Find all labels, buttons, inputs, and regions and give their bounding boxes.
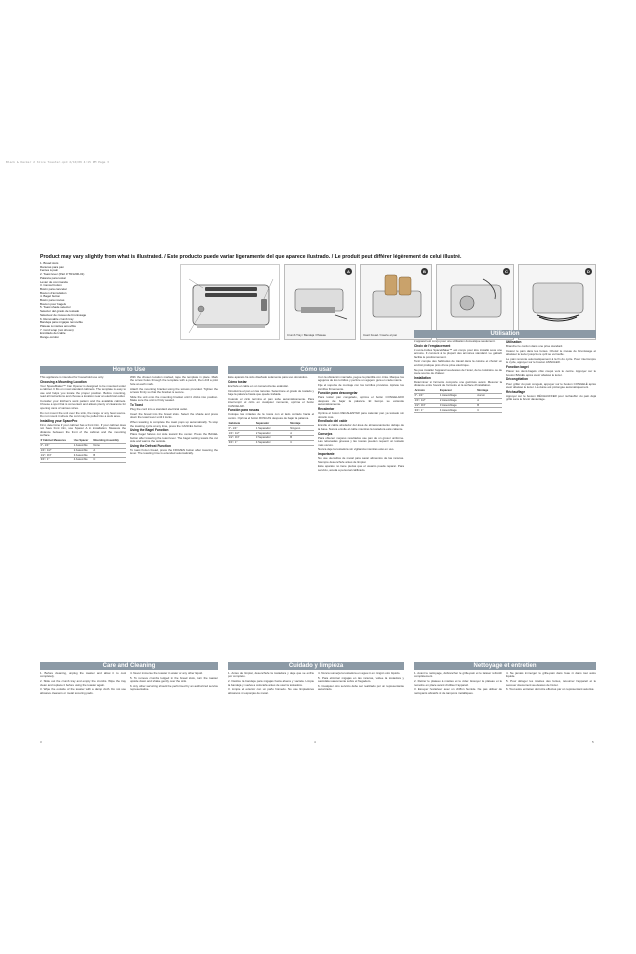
paragraph: Attach the mounting bracket using the screws provided. Tighten the screws firmly so that the bracket is secure.	[130, 386, 218, 395]
table-row	[414, 408, 502, 413]
paragraph: Brancher le cordon dans une prise standard.	[506, 344, 564, 349]
parts-list	[40, 262, 178, 342]
paragraph: Enrolle el cable alrededor del área de almacenamiento debajo de la base. Nunca enrolle el cable mientras la tostadora esté caliente.	[318, 423, 404, 431]
table-cell: 4 Separador	[255, 440, 289, 445]
step-caption: Insert bread / Inserte el pan	[363, 332, 398, 337]
parts-item: 5. Toast shade selector	[40, 306, 71, 310]
subheading: Installation	[414, 375, 431, 380]
parts-item: 7. Cord wrap (not shown)	[40, 328, 74, 332]
table-cell: 1/2"- 3/4"	[40, 453, 73, 458]
table-cell: 1/4"- 1/2"	[228, 431, 255, 436]
paragraph: Placer les demi-bagels côté coupé vers le centre. Appuyer sur le bouton BAGEL après avoir abaissé le levier.	[506, 369, 596, 377]
page-number-center: 4	[314, 740, 316, 744]
subheading: Décongélation	[506, 377, 528, 382]
table-cell: 3 Assemblage	[439, 403, 476, 408]
table-cell: None	[93, 443, 126, 448]
table-cell: 1/4"- 1/2"	[414, 398, 439, 403]
step-b-illustration	[360, 264, 432, 340]
paragraph: Le pain remonte automatiquement à la fin du cycle. Pour interrompre le cycle, appuyer sur le bouton ANNULER.	[506, 357, 596, 365]
table-header: Montaje	[290, 422, 314, 426]
parts-item: Fentes à pain	[40, 269, 59, 273]
page-number-left: 3	[40, 740, 42, 744]
step-badge: C	[503, 268, 510, 275]
paragraph: 3. Essuyer l'extérieur avec un chiffon humide. Ne pas utiliser de nettoyants abrasifs ni de tampons métalliques.	[414, 687, 502, 695]
section-cuidado: Cuidado y limpieza	[228, 662, 404, 670]
subheading: Importante	[318, 452, 335, 457]
parts-item: Botón para roscas	[40, 299, 65, 303]
paragraph: 5. To remove crumbs lodged in the bread slots, turn the toaster upside down and shake gently over the sink.	[130, 675, 218, 684]
paragraph: Appuyer sur le bouton RÉCHAUFFER pour réchauffer du pain déjà grillé sans le brunir davantage.	[506, 393, 596, 402]
table-cell: A	[93, 448, 126, 453]
table-header: Montage	[477, 389, 502, 393]
paragraph: Insert the bread into the bread slots. Select the shade and press down the toast lever until it locks.	[130, 411, 218, 420]
spanish-column-1	[228, 376, 314, 660]
table-cell: C	[290, 440, 314, 445]
paragraph: Consider your kitchen's work pattern and the available cabinets. Choose a spot that is convenient and allows plenty of clearance for opening cans of various sizes.	[40, 398, 126, 410]
paragraph: 3. Limpie el exterior con un paño húmedo. No use limpiadores abrasivos ni esponjas de metal.	[228, 687, 314, 695]
paragraph: Cuando el ciclo termina el pan sube automáticamente. Para interrumpir el ciclo en cualquier momento, oprima el botón CANCELAR.	[228, 396, 314, 408]
paragraph: 6. Tout autre entretien doit être effectué par un représentant autorisé.	[506, 687, 595, 692]
paragraph: Tenir compte des habitudes de travail dans la cuisine et choisir un endroit pratique près d'une prise électrique.	[414, 359, 502, 367]
paragraph: Oprima el botón RECALENTAR para calentar pan ya tostado sin dorarlo más.	[318, 411, 404, 419]
paragraph: When toasting is complete the toast pops up automatically. To stop the toasting cycle at any time, press the CANCEL button.	[130, 420, 218, 428]
subheading: To Toast	[130, 403, 143, 408]
paragraph: With the chosen location marked, tape the template in place. Mark the screw holes through the template with a pencil, then drill a pilot hole at each mark.	[130, 376, 218, 386]
paragraph: Pour griller du pain congelé, appuyer sur le bouton CONGELÉ après avoir abaissé le levier. La durée est prolongée automatiquement.	[506, 381, 596, 389]
parts-item: 4. Bagel button	[40, 295, 61, 299]
english-column-1	[40, 376, 126, 660]
subheading: Recalentar	[318, 407, 335, 412]
step-a-illustration	[284, 264, 356, 340]
paragraph: Slide the unit onto the mounting bracket until it clicks into position. Make sure the unit is firmly seated.	[130, 394, 218, 403]
paragraph: 6. Cualquier otro servicio debe ser realizado por un representante autorizado.	[318, 683, 404, 692]
table-cell: 1 Assemblage	[439, 393, 476, 398]
parts-item: Plateau à miettes amovible	[40, 324, 77, 328]
paragraph: 6. Any other servicing should be performed by an authorized service representative.	[130, 683, 218, 692]
table-cell: 3 Assemble	[73, 453, 93, 458]
parts-item: Bouton d'annulation	[40, 291, 67, 295]
table-cell: Ninguno	[290, 426, 314, 431]
table-cell: 1/4"- 1/2"	[40, 448, 73, 453]
paragraph: Do not mount the unit over the sink, the range or any heat source. Do not mount it where the cord may be pulled into a work area.	[40, 410, 126, 419]
parts-item: Bandeja para migajas removible	[40, 321, 83, 325]
section-utilisation: Utilisation	[414, 330, 596, 338]
table-cell: A	[290, 431, 314, 436]
page-number-right: 5	[592, 740, 594, 744]
subheading: Choix de l'emplacement	[414, 343, 451, 348]
section-care-cleaning: Care and Cleaning	[40, 662, 218, 670]
table-cell: 3/4"- 1"	[40, 458, 73, 463]
subheading: Using the Bagel Function	[130, 428, 169, 433]
parts-item: Bouton pour bagels	[40, 302, 67, 306]
table-cell: 2 Assemble	[73, 448, 93, 453]
spanish-column-2	[318, 376, 404, 660]
table-cell: 4 Assemblage	[439, 408, 476, 413]
table-header: Espaceur	[439, 389, 476, 393]
paragraph: Coloque las mitades de la rosca con el lado cortado hacia el centro. Oprima el botón ROSCAS después de bajar la palanca.	[228, 412, 314, 420]
table-header: Use Spacer	[73, 439, 93, 443]
parts-item: 6. Removable crumb tray	[40, 317, 74, 321]
toaster-illustration	[180, 264, 280, 340]
paragraph: 1. Antes de limpiar, desenchufe la tostadora y deje que se enfríe por completo.	[228, 672, 314, 679]
table-cell: C	[93, 458, 126, 463]
paragraph: Your SpaceMaker™ Can Opener is designed to be mounted under a cabinet. It fits on most standard cabinets. The template is easy to use and helps you locate the proper position. Before mounting, read all instructions and choose a location near an electrical outlet.	[40, 383, 126, 399]
paragraph: Place bagel halves cut side toward the center. Press the BAGEL button after lowering the toast lever. The bagel setting toasts the cut side and warms the outside.	[130, 432, 218, 444]
table-cell: 0"- 1/4"	[228, 426, 255, 431]
section-how-to-use: How to Use	[40, 366, 218, 374]
subheading: Función para descongelar	[318, 391, 358, 396]
subheading: Fonction bagel	[506, 365, 529, 370]
table-cell: 2 Assemblage	[439, 398, 476, 403]
care-english-column-1	[40, 672, 126, 732]
table-cell: 3 Separador	[255, 436, 289, 441]
paragraph: 1. Avant le nettoyage, débrancher le grille-pain et le laisser refroidir complètement.	[414, 672, 502, 679]
table-cell: 3/4"- 1"	[414, 408, 439, 413]
parts-item: Ranuras para pan	[40, 265, 65, 269]
parts-item: 3. Cancel button	[40, 284, 62, 288]
table-cell: 1 Assemble	[73, 443, 93, 448]
intro-text: L'appareil est conçu pour une utilisation domestique seulement.	[414, 340, 496, 343]
french-column-1	[414, 340, 502, 660]
paragraph: Ne pas installer l'appareil au-dessus de l'évier, de la cuisinière ou de toute source de chaleur.	[414, 367, 502, 376]
parts-item: Botón para cancelar	[40, 287, 67, 291]
paragraph: 5. Para eliminar migajas en las ranuras, voltee la tostadora y sacúdala suavemente sobre el fregadero.	[318, 675, 404, 684]
step-c-illustration	[436, 264, 514, 340]
toaster-drawing	[181, 265, 281, 341]
table-header: Armoire	[414, 389, 439, 393]
paragraph: 1. Before cleaning, unplug the toaster and allow it to cool completely.	[40, 672, 126, 679]
table-cell: 2 Separador	[255, 431, 289, 436]
subheading: Utilisation	[506, 340, 522, 344]
table-header: Mounting Assembly	[93, 439, 126, 443]
intro-text: Este aparato ha sido diseñado solamente para uso doméstico.	[228, 376, 309, 379]
english-column-2	[130, 376, 218, 660]
table-header: Separador	[255, 422, 289, 426]
step-badge: A	[345, 268, 352, 275]
table-cell: B	[477, 403, 502, 408]
parts-item: Levier de commande	[40, 280, 69, 284]
table-cell: C	[477, 408, 502, 413]
paragraph: Con la ubicación marcada, pegue la plantilla con cinta. Marque los agujeros de los tornillos y perfore un agujero guía en cada marca.	[318, 376, 404, 383]
care-spanish-column-1	[228, 672, 314, 732]
paragraph: To toast frozen bread, press the FROZEN button after lowering the lever. The toasting time is extended automatically.	[130, 448, 218, 456]
paragraph: 2. Slide out the crumb tray and empty the crumbs. Wipe the tray clean and replace it before using the toaster again.	[40, 679, 126, 687]
parts-item: 1. Bread slots	[40, 262, 59, 265]
table-cell: 0"- 1/4"	[414, 393, 439, 398]
french-column-2	[506, 340, 596, 660]
step-badge: B	[421, 268, 428, 275]
paragraph: 2. Deslice la bandeja para migajas hacia afuera y vacíela. Limpie la bandeja y vuelva a colocarla antes de usar la tostadora.	[228, 679, 314, 687]
subheading: Installing your SpacePro	[40, 418, 78, 423]
step-badge: D	[585, 268, 592, 275]
subheading: Función para roscas	[228, 408, 260, 413]
table-cell: 3/4"- 1"	[228, 440, 255, 445]
paragraph: Déterminer si l'armoire comporte une garniture avant. Mesurer la distance entre l'avant de l'armoire et la surface d'installation.	[414, 379, 502, 388]
paragraph: 5. Pour déloger les miettes des fentes, retourner l'appareil et le secouer doucement au-dessus de l'évier.	[506, 679, 596, 687]
care-spanish-column-2	[318, 672, 404, 732]
parts-item: Selector del grado de tostado	[40, 310, 80, 314]
table-cell: 4 Assemble	[73, 458, 93, 463]
section-como-usar: Cómo usar	[228, 366, 404, 374]
care-french-column-1	[414, 672, 502, 732]
subheading: Choosing a Mounting Location	[40, 379, 87, 384]
paragraph: Para tostar pan congelado, oprima el botón CONGELADO después de bajar la palanca. El tiempo se extiende automáticamente.	[318, 395, 404, 407]
table-cell: B	[290, 436, 314, 441]
table-row	[40, 458, 126, 463]
step-d-illustration	[518, 264, 596, 340]
paragraph: 3. Wipe the outside of the toaster with a damp cloth. Do not use abrasive cleaners or metal scouring pads.	[40, 687, 126, 695]
parts-item: Sélecteur de niveau de brunissage	[40, 313, 87, 317]
subheading: Consejos	[318, 431, 333, 436]
spacer-table	[40, 439, 126, 463]
spacer-table-fr	[414, 389, 502, 413]
subheading: Réchauffage	[506, 389, 526, 394]
section-nettoyage: Nettoyage et entretien	[414, 662, 596, 670]
parts-item: Enrollado del cable	[40, 332, 66, 336]
intro-text: This appliance is intended for household use only.	[40, 376, 104, 379]
table-header: Gabinete	[228, 422, 255, 426]
paragraph: 2. Retirer le plateau à miettes et le vider. Essuyer le plateau et le remettre en place avant d'utiliser l'appareil.	[414, 679, 502, 687]
paragraph: 4. Never immerse the toaster in water or any other liquid.	[130, 672, 203, 675]
paragraph: Este aparato no tiene piezas que el usuario pueda reparar. Para servicio, acuda a personal calificado.	[318, 464, 404, 472]
paragraph: Fije el soporte de montaje con los tornillos provistos. Apriete los tornillos firmemente.	[318, 383, 404, 391]
paragraph: 4. Ne jamais immerger le grille-pain dans l'eau ni dans tout autre liquide.	[506, 672, 596, 679]
paragraph: L'ouvre-boîtes SpaceMaker™ est conçu pour être installé sous une armoire. Il convient à la plupart des armoires standard. Le gabarit facilite le positionnement.	[414, 347, 502, 359]
subheading: Using the Defrost Function	[130, 443, 171, 448]
care-french-column-2	[506, 672, 596, 732]
table-cell: 0"- 1/4"	[40, 443, 73, 448]
paragraph: Enchufe el cable en un tomacorriente estándar.	[228, 383, 289, 388]
parts-item: Palanca para tostar	[40, 276, 67, 280]
paragraph: First, determine if your cabinet has a front trim. If your cabinet does not have front trim, use Spacer A in installation. Measure the distance between the front of the cabinet and the mounting surface.	[40, 422, 126, 438]
subheading: Cómo tostar	[228, 379, 247, 384]
paragraph: No use utensilios de metal para sacar alimentos de las ranuras. Siempre desenchufe antes de limpiar.	[318, 456, 404, 464]
table-header: If Cabinet Measures	[40, 439, 73, 443]
illustration-notice: Product may vary slightly from what is illustrated. / Este producto puede variar ligeramente del que aparece ilustrado. / Le produit peut différer légèrement de celui illustré.	[40, 254, 462, 260]
paragraph: Introduzca el pan en las ranuras. Seleccione el grado de tostado y baje la palanca hasta que quede trabada.	[228, 388, 314, 396]
paragraph: 4. Nunca sumerja la tostadora en agua ni en ningún otro líquido.	[318, 672, 401, 675]
spacer-table-es	[228, 422, 314, 446]
print-slug: Black & Decker 2 Slice Toaster.qxd 2/10/09 4:15 PM Page 3	[6, 160, 109, 164]
care-english-column-2	[130, 672, 218, 732]
table-cell: A	[477, 398, 502, 403]
table-cell: 1 Separador	[255, 426, 289, 431]
parts-item: 2. Toast lever (Part # TR1200-01)	[40, 273, 85, 277]
table-cell: 1/2"- 3/4"	[414, 403, 439, 408]
paragraph: Nunca deje la tostadora sin vigilancia mientras esté en uso.	[318, 447, 395, 452]
table-row	[228, 440, 314, 445]
table-cell: B	[93, 453, 126, 458]
step-caption: Crumb Tray / Bandeja / Plateau	[287, 332, 327, 337]
subheading: Enrollado del cable	[318, 419, 348, 424]
paragraph: Para obtener mejores resultados use pan de un grosor uniforme. Las rebanadas gruesas y las roscas pueden requerir un tostado más oscuro.	[318, 435, 404, 447]
parts-item: Range-cordon	[40, 336, 60, 340]
paragraph: Plug the cord into a standard electrical outlet.	[130, 407, 188, 412]
table-cell: 1/2"- 3/4"	[228, 436, 255, 441]
table-cell: Aucun	[477, 393, 502, 398]
paragraph: Insérer le pain dans les fentes. Choisir le niveau de brunissage et abaisser le levier jusqu'à ce qu'il se verrouille.	[506, 348, 596, 357]
